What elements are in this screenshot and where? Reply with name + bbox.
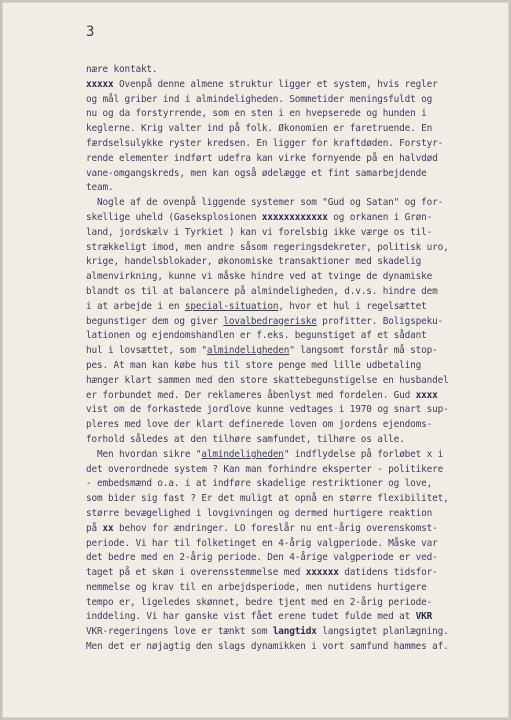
text-line bbox=[86, 63, 506, 78]
underlined-text: special-situation bbox=[184, 300, 279, 312]
text-line bbox=[86, 107, 506, 122]
text-run: keglerne. Krig valter ind på folk. Økonomien er faretruende. En bbox=[86, 123, 433, 135]
text-run: , hvor et hul i regelsættet bbox=[278, 300, 427, 312]
text-run: taget på et skøn i overensstemmelse med bbox=[86, 567, 306, 579]
text-run: langsigtet planlægning. bbox=[316, 626, 449, 638]
underlined-text: lovalbedrageriske bbox=[223, 315, 317, 327]
text-run: land, jordskælv i Tyrkiet ) kan vi forelsbig ikke værge os til- bbox=[86, 226, 433, 238]
struck-out-text: xxxx bbox=[415, 389, 438, 401]
text-run: og mål griber ind i almindeligheden. Sommetider meningsfuldt og bbox=[86, 93, 433, 105]
text-line bbox=[86, 329, 506, 344]
text-line bbox=[86, 610, 506, 625]
text-run: pleres med love der klart definerede loven om jordens ejendoms- bbox=[86, 419, 433, 431]
text-run: det overordnede system ? Kan man forhindre eksperter - politikere bbox=[86, 463, 444, 475]
text-line bbox=[86, 255, 506, 270]
text-line bbox=[86, 537, 506, 552]
text-run: nære kontakt. bbox=[86, 64, 158, 75]
text-run: og orkanen i Grøn- bbox=[327, 211, 433, 223]
text-line bbox=[86, 551, 506, 566]
struck-out-text: xxxxxxxxxxxx bbox=[261, 211, 328, 223]
text-line bbox=[86, 640, 506, 655]
text-run: nemmelse og krav til en arbejdsperiode, men nutidens hurtigere bbox=[86, 581, 427, 593]
text-line bbox=[86, 78, 506, 93]
text-line bbox=[86, 315, 506, 330]
text-run: større bevægelighed i lovgivningen og dermed hurtigere reaktion bbox=[86, 507, 433, 519]
struck-out-text: xxxxxx bbox=[305, 567, 339, 579]
text-run: i at arbejde i en bbox=[86, 300, 185, 312]
struck-out-text: xx bbox=[102, 522, 114, 534]
text-line bbox=[86, 625, 506, 640]
text-line bbox=[86, 448, 506, 463]
text-line bbox=[86, 566, 506, 581]
underlined-text: almindeligheden bbox=[201, 448, 284, 460]
text-run: Ovenpå denne almene struktur ligger et system, hvis regler bbox=[113, 78, 438, 90]
text-run: - embedsmænd o.a. i at indføre skadelige restriktioner og love, bbox=[86, 478, 433, 490]
text-run: nu og da forstyrrende, som en sten i en hvepserede og hunden i bbox=[86, 108, 427, 120]
text-run: er forbundet med. Der reklameres åbenlyst med fordelen. Gud bbox=[86, 389, 416, 401]
text-run: Nogle af de ovenpå liggende systemer som "Gud og Satan" og for- bbox=[86, 197, 444, 209]
text-run: inddeling. Vi har ganske vist fået erene tudet fulde med at bbox=[86, 611, 416, 623]
text-run: skellige uheld (Gaseksplosionen bbox=[86, 211, 262, 223]
text-run: periode. Vi har til folketinget en 4-årig valgperiode. Måske var bbox=[86, 537, 438, 549]
text-line bbox=[86, 270, 506, 285]
text-line bbox=[86, 152, 506, 167]
text-line bbox=[86, 211, 506, 226]
text-run: vane-omgangskreds, men kan også ødelægge et fint samarbejdende bbox=[86, 167, 427, 179]
text-line bbox=[86, 359, 506, 374]
text-run: færdselsulykke ryster kredsen. En ligger for kraftdøden. Forstyr- bbox=[86, 137, 444, 149]
text-line bbox=[86, 226, 506, 241]
typed-body-text bbox=[86, 63, 506, 655]
text-run: lationen og ejendomshandlen er f.eks. begunstiget af et sådant bbox=[86, 330, 427, 342]
text-run: hænger klart sammen med den store skattebegunstigelse en husbandel bbox=[86, 374, 449, 386]
text-run: " langsomt forstår må stop- bbox=[289, 345, 438, 357]
text-run: team. bbox=[86, 182, 114, 194]
text-line bbox=[86, 344, 506, 359]
text-line bbox=[86, 300, 506, 315]
text-run: rende elementer indført udefra kan virke fornyende på en halvdød bbox=[86, 152, 438, 164]
text-line bbox=[86, 196, 506, 211]
text-run: hul i lovsættet, som " bbox=[86, 345, 207, 357]
text-run: forhold således at den tilhøre samfundet, tilhøre os alle. bbox=[86, 433, 405, 445]
text-run: Men hvordan sikre " bbox=[86, 448, 202, 460]
text-line bbox=[86, 596, 506, 611]
text-run: " indflydelse på forløbet x i bbox=[283, 448, 444, 460]
text-run: blandt os til at balancere på almindeligheden, d.v.s. hindre dem bbox=[86, 285, 438, 297]
text-line bbox=[86, 389, 506, 404]
text-line bbox=[86, 403, 506, 418]
text-run: det bedre med en 2-årig periode. Den 4-årige valgperiode er ved- bbox=[86, 552, 438, 564]
text-run: Men det er nøjagtig den slags dynamikken i vort samfund hammes af. bbox=[86, 641, 449, 653]
text-line bbox=[86, 581, 506, 596]
text-line bbox=[86, 522, 506, 537]
text-line bbox=[86, 181, 506, 196]
text-run: tempo er, ligeledes skønnet, bedre tjent med en 2-årig periode- bbox=[86, 596, 433, 608]
text-line bbox=[86, 241, 506, 256]
text-line bbox=[86, 167, 506, 182]
text-line bbox=[86, 507, 506, 522]
text-line bbox=[86, 418, 506, 433]
document-page bbox=[2, 2, 509, 718]
text-run: datidens tidsfor- bbox=[338, 567, 438, 579]
text-run: behov for ændringer. LO foreslår nu ent-årig overenskomst- bbox=[113, 522, 438, 534]
text-line bbox=[86, 374, 506, 389]
text-line bbox=[86, 492, 506, 507]
text-line bbox=[86, 122, 506, 137]
struck-out-text: xxxxx bbox=[86, 78, 114, 90]
text-line bbox=[86, 433, 506, 448]
text-line bbox=[86, 463, 506, 478]
struck-out-text: VKR bbox=[415, 611, 433, 623]
text-run: pes. At man kan købe hus til store penge med lille udbetaling bbox=[86, 359, 422, 371]
text-line bbox=[86, 137, 506, 152]
text-line bbox=[86, 477, 506, 492]
text-line bbox=[86, 93, 506, 108]
text-run: VKR-regeringens love er tænkt som bbox=[86, 626, 273, 638]
text-run: begunstiger dem og giver bbox=[86, 315, 224, 327]
text-run: strækkeligt imod, men andre såsom regeringsdekreter, politisk uro, bbox=[86, 241, 449, 253]
text-line bbox=[86, 285, 506, 300]
text-run: profitter. Boligspeku- bbox=[316, 315, 444, 327]
text-run: vist om de forkastede jordlove kunne vedtages i 1970 og snart sup- bbox=[86, 404, 449, 416]
text-run: krige, handelsblokader, økonomiske transaktioner med skadelig bbox=[86, 256, 422, 268]
underlined-text: almindeligheden bbox=[206, 345, 290, 357]
text-run: på bbox=[86, 522, 103, 534]
struck-out-text: langtidx bbox=[272, 626, 317, 638]
text-run: som bider sig fast ? Er det muligt at opnå en større flexibilitet, bbox=[86, 493, 449, 505]
page-number: 3 bbox=[86, 24, 95, 40]
text-run: almenvirkning, kunne vi måske hindre ved at tvinge de dynamiske bbox=[86, 271, 433, 283]
